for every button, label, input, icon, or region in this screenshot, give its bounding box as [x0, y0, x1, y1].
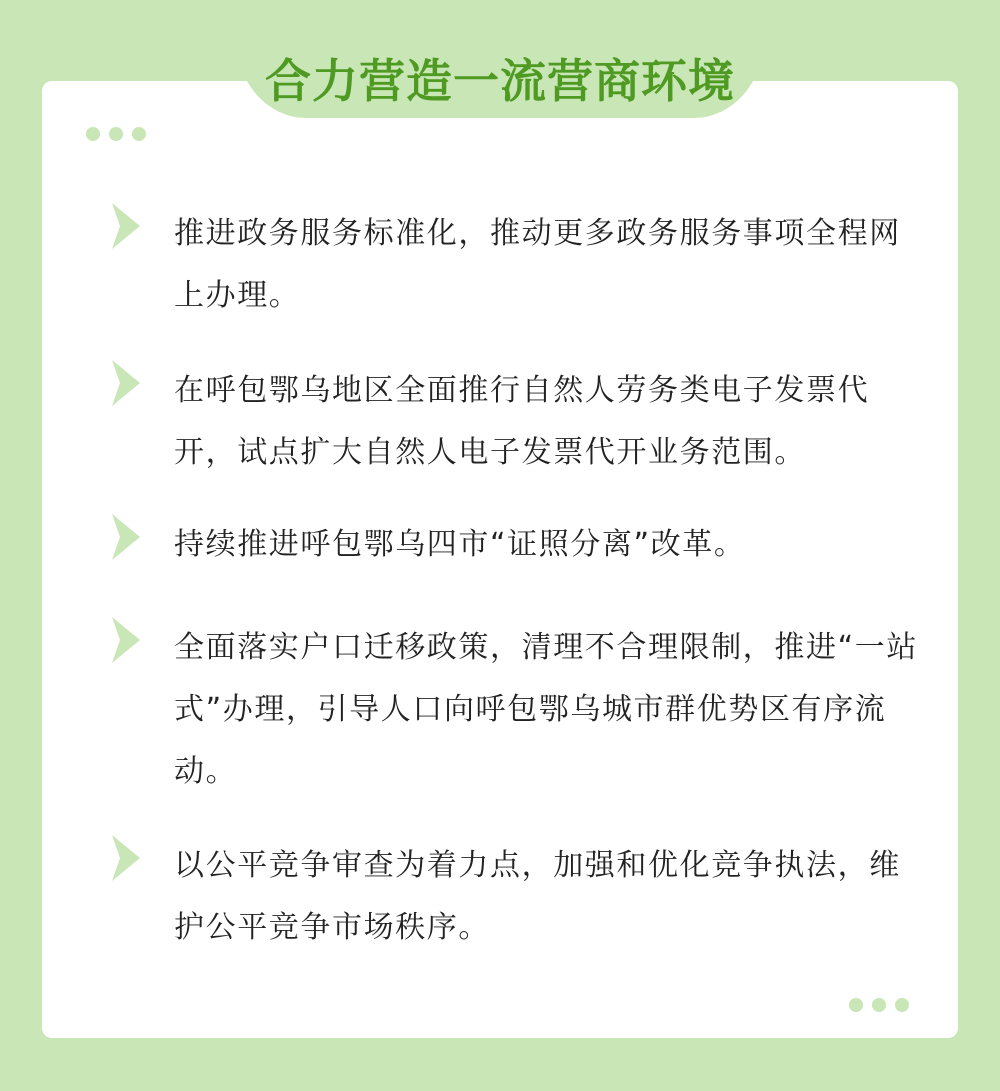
chevron-right-icon [110, 360, 140, 406]
chevron-right-icon [110, 514, 140, 560]
title-banner [236, 38, 764, 118]
decorative-dots-top [86, 127, 146, 141]
dot-icon [86, 127, 100, 141]
chevron-right-icon [110, 203, 140, 249]
decorative-dots-bottom [849, 998, 909, 1012]
page-title: 合力营造一流营商环境 [265, 54, 735, 108]
list-item-text: 推进政务服务标准化，推动更多政务服务事项全程网上办理。 [174, 216, 901, 313]
dot-icon [109, 127, 123, 141]
list-item-text: 在呼包鄂乌地区全面推行自然人劳务类电子发票代开，试点扩大自然人电子发票代开业务范围。 [174, 373, 870, 470]
dot-icon [872, 998, 886, 1012]
list-item-text: 全面落实户口迁移政策，清理不合理限制，推进“一站式”办理，引导人口向呼包鄂乌城市群优势区有序流动。 [174, 630, 918, 789]
chevron-right-icon [110, 835, 140, 881]
dot-icon [895, 998, 909, 1012]
chevron-right-icon [110, 617, 140, 663]
list-item-text: 持续推进呼包鄂乌四市“证照分离”改革。 [174, 527, 746, 562]
dot-icon [132, 127, 146, 141]
dot-icon [849, 998, 863, 1012]
list-item-text: 以公平竞争审查为着力点，加强和优化竞争执法，维护公平竞争市场秩序。 [174, 848, 901, 945]
